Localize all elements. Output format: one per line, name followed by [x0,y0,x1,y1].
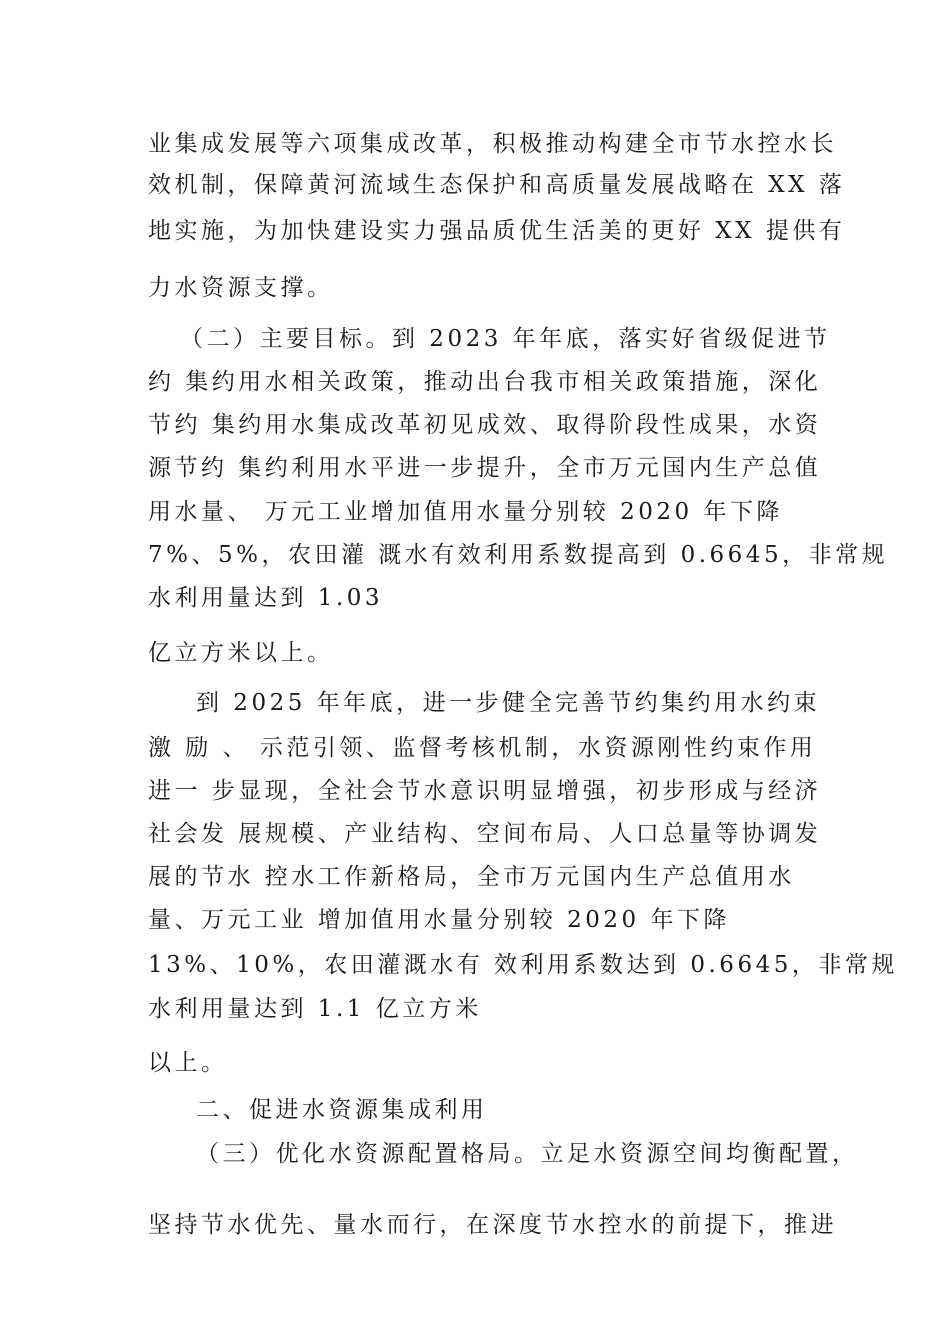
section-heading: 二、促进水资源集成利用 [196,1097,488,1123]
text-line: 13%、10%，农田灌溉水有 效利用系数达到 0.6645，非常规 [148,952,898,978]
text-line: 业集成发展等六项集成改革，积极推动构建全市节水控水长 [148,131,837,157]
text-line: 水利用量达到 1.1 亿立方米 [148,996,482,1022]
paragraph-start-2025: 到 2025 年年底，进一步健全完善节约集约用水约束 [196,690,821,716]
text-line: 源节约 集约利用水平进一步提升，全市万元国内生产总值 [148,455,822,481]
paragraph-heading-allocation: （三）优化水资源配置格局。立足水资源空间均衡配置， [196,1141,859,1167]
text-line: 力水资源支撑。 [148,275,334,301]
text-line: 激 励 、 示范引领、监督考核机制，水资源刚性约束作用 [148,735,817,761]
text-line: 效机制，保障黄河流域生态保护和高质量发展战略在 XX 落 [148,172,846,198]
text-line: 节约 集约用水集成改革初见成效、取得阶段性成果，水资 [148,412,822,438]
text-line: 约 集约用水相关政策，推动出台我市相关政策措施，深化 [148,369,822,395]
text-line: 坚持节水优先、量水而行，在深度节水控水的前提下，推进 [148,1212,837,1238]
text-line: 7%、5%，农田灌 溉水有效利用系数提高到 0.6645，非常规 [148,542,889,568]
text-line: 进一 步显现，全社会节水意识明显增强，初步形成与经济 [148,778,822,804]
text-line: 展的节水 控水工作新格局，全市万元国内生产总值用水 [148,864,795,890]
text-line: 用水量、 万元工业增加值用水量分别较 2020 年下降 [148,499,783,525]
text-line: 量、万元工业 增加值用水量分别较 2020 年下降 [148,907,730,933]
text-line: 以上。 [148,1050,228,1076]
text-line: 亿立方米以上。 [148,640,334,666]
text-line: 地实施，为加快建设实力强品质优生活美的更好 XX 提供有 [148,218,846,244]
paragraph-heading-goals: （二）主要目标。到 2023 年年底，落实好省级促进节 [180,326,831,352]
text-line: 社会发 展规模、产业结构、空间布局、人口总量等协调发 [148,821,822,847]
text-line: 水利用量达到 1.03 [148,585,384,611]
